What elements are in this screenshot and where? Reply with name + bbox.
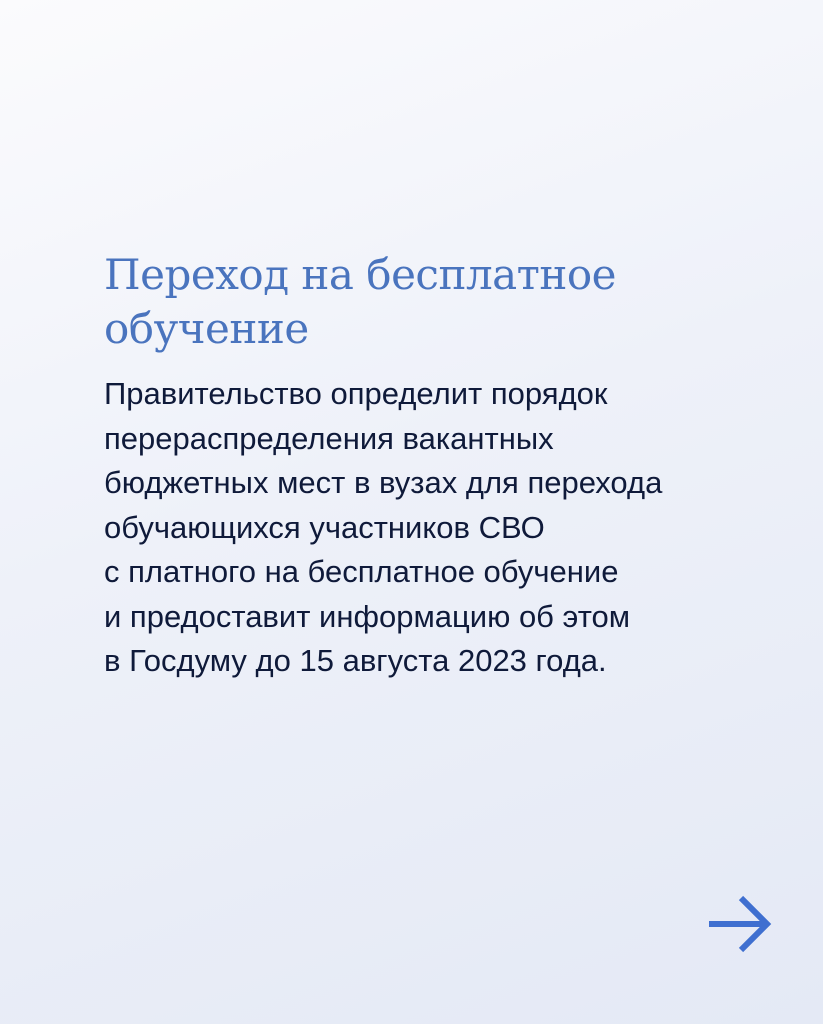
body-text-line: с платного на бесплатное обучение bbox=[104, 554, 619, 589]
slide-body-text bbox=[104, 372, 794, 684]
body-text-line: Правительство определит порядок bbox=[104, 376, 608, 411]
slide-title-line: обучение bbox=[104, 304, 309, 353]
body-text-line: в Госдуму до 15 августа 2023 года. bbox=[104, 643, 607, 678]
body-text-line: перераспределения вакантных bbox=[104, 420, 554, 456]
arrow-right-icon bbox=[705, 892, 773, 956]
body-text-line: и предоставит информацию об этом bbox=[104, 598, 631, 634]
slide-title bbox=[104, 248, 744, 356]
body-text-line: бюджетных мест в вузах для перехода bbox=[104, 465, 663, 500]
body-text-line: обучающихся участников СВО bbox=[104, 509, 545, 545]
next-slide-button[interactable] bbox=[705, 892, 773, 956]
slide-title-line: Переход на бесплатное bbox=[104, 250, 617, 299]
